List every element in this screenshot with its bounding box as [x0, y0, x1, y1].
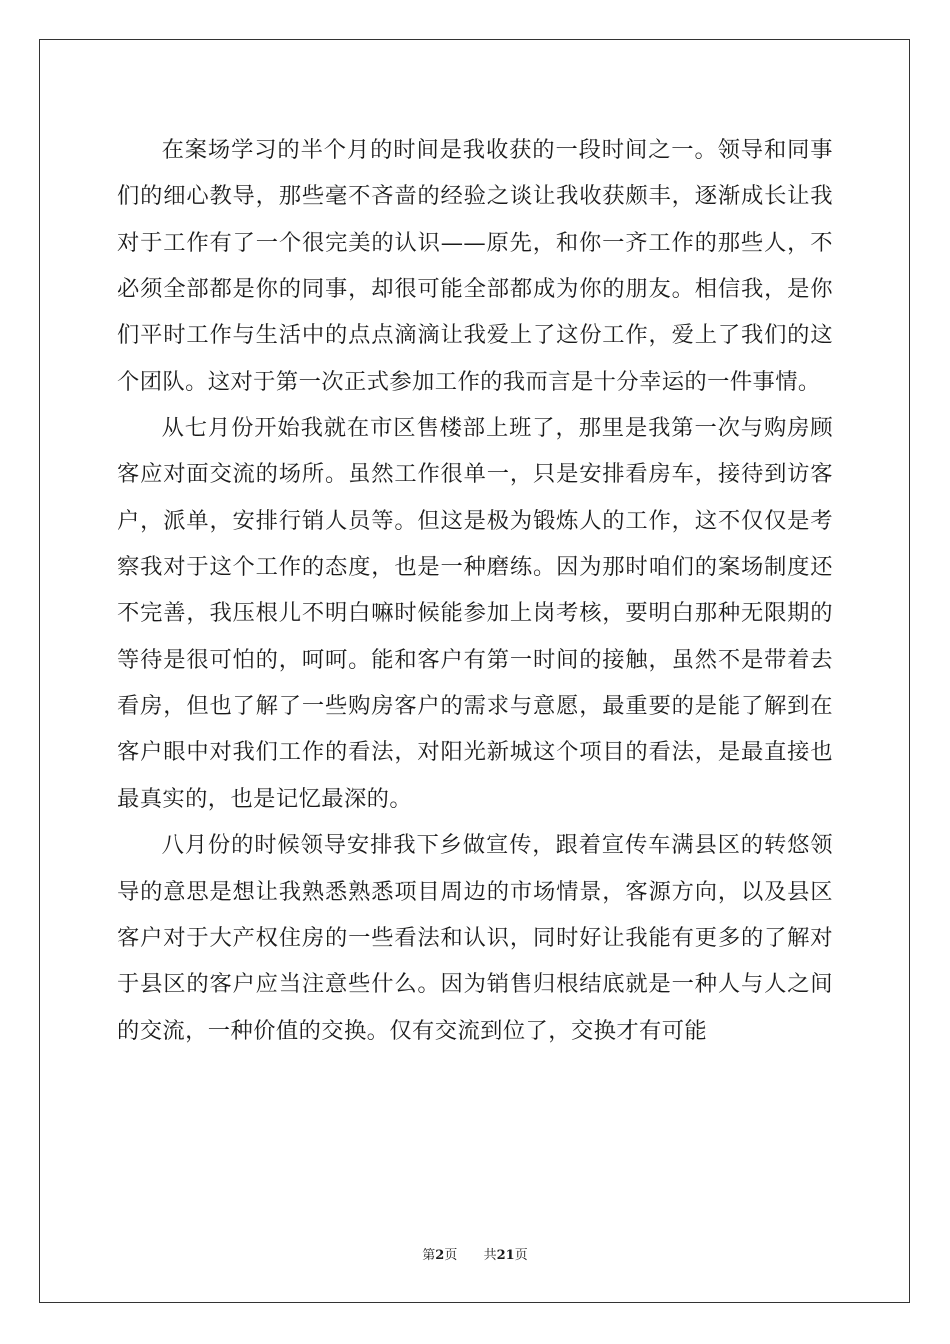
page-total-count: 21	[496, 1248, 515, 1263]
paragraph-1: 在案场学习的半个月的时间是我收获的一段时间之一。领导和同事们的细心教导，那些毫不吝啬的经验之谈让我收获颇丰，逐渐成长让我对于工作有了一个很完美的认识——原先，和你一齐工作的那些人，不必须全部都是你的同事，却很可能全部都成为你的朋友。相信我，是你们平时工作与生活中的点点滴滴让我爱上了这份工作，爱上了我们的这个团队。这对于第一次正式参加工作的我而言是十分幸运的一件事情。	[117, 137, 833, 395]
total-suffix: 页	[514, 1248, 528, 1263]
page-current: 2	[435, 1248, 445, 1263]
total-prefix: 共	[483, 1248, 497, 1263]
page-suffix: 页	[444, 1248, 458, 1263]
paragraph-3: 八月份的时候领导安排我下乡做宣传，跟着宣传车满县区的转悠领导的意思是想让我熟悉熟悉项目周边的市场情景，客源方向，以及县区客户对于大产权住房的一些看法和认识，同时好让我能有更多的了解对于县区的客户应当注意些什么。因为销售归根结底就是一种人与人之间的交流，一种价值的交换。仅有交流到位了，交换才有可能	[117, 832, 833, 1044]
page-footer	[0, 1244, 950, 1263]
page-total	[484, 1244, 528, 1263]
paragraph-2: 从七月份开始我就在市区售楼部上班了，那里是我第一次与购房顾客应对面交流的场所。虽然工作很单一，只是安排看房车，接待到访客户，派单，安排行销人员等。但这是极为锻炼人的工作，这不仅仅是考察我对于这个工作的态度，也是一种磨练。因为那时咱们的案场制度还不完善，我压根儿不明白嘛时候能参加上岗考核，要明白那种无限期的等待是很可怕的，呵呵。能和客户有第一时间的接触，虽然不是带着去看房，但也了解了一些购房客户的需求与意愿，最重要的是能了解到在客户眼中对我们工作的看法，对阳光新城这个项目的看法，是最直接也最真实的，也是记忆最深的。	[117, 415, 833, 812]
page-number	[422, 1244, 457, 1263]
document-body	[117, 127, 833, 1054]
page-prefix: 第	[422, 1248, 436, 1263]
